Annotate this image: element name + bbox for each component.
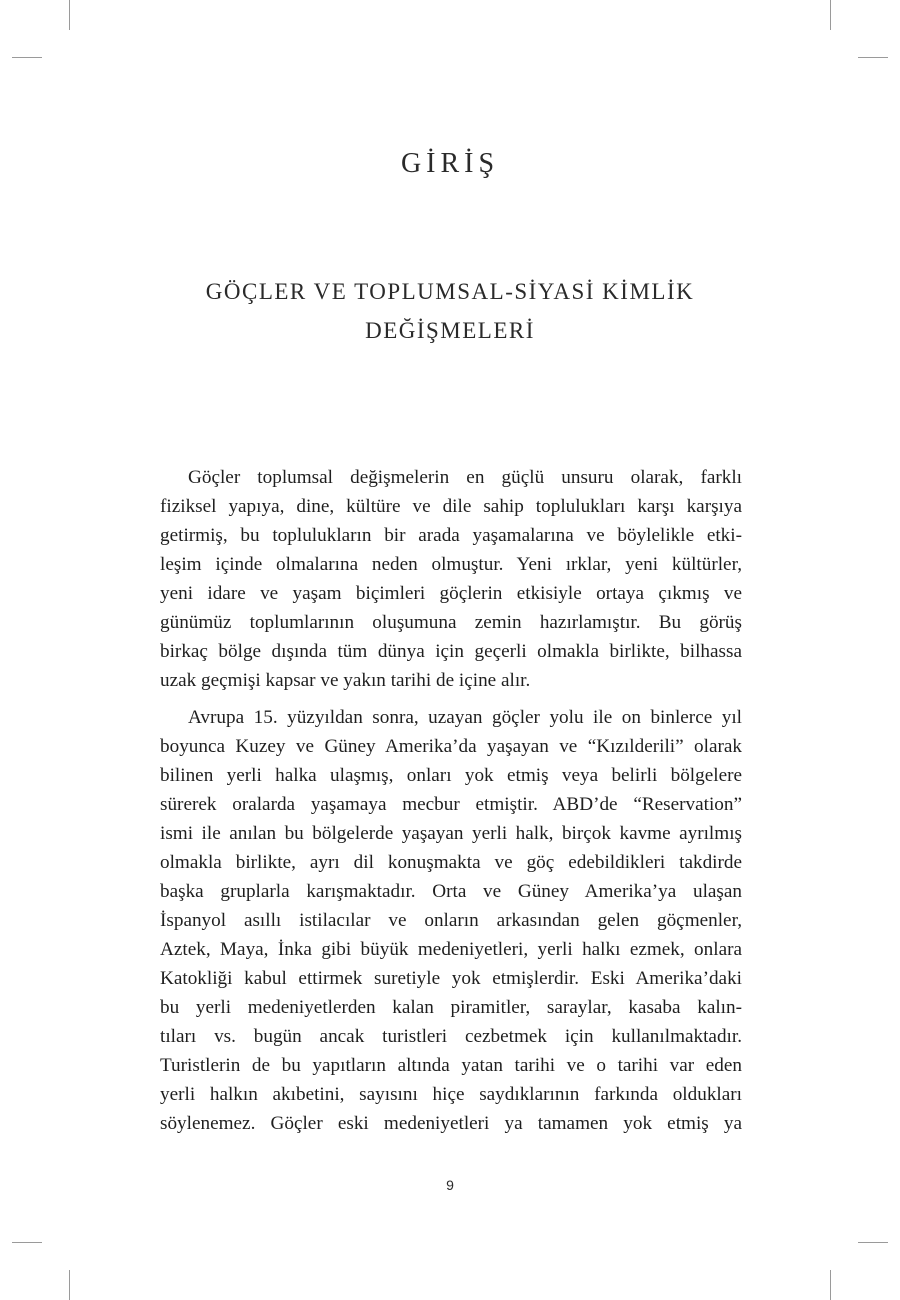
text-line: birkaç bölge dışında tüm dünya için geçerli olmakla birlikte, bilhassa [160,641,742,662]
crop-mark-top-left [69,0,70,30]
text-line: olmakla birlikte, ayrı dil konuşmakta ve göç edebildikleri takdirde [160,852,742,873]
text-line: İspanyol asıllı istilacılar ve onların arkasından gelen göçmenler, [160,910,742,931]
text-line: fiziksel yapıya, dine, kültüre ve dile sahip toplulukları karşı karşıya [160,496,742,517]
body-text [160,463,742,1138]
text-line: Avrupa 15. yüzyıldan sonra, uzayan göçler yolu ile on binlerce yıl [188,707,742,728]
crop-mark-bottom-right-side [858,1242,888,1243]
paragraph-gap [160,695,742,703]
crop-mark-top-right [830,0,831,30]
paragraph [160,703,742,1138]
chapter-title: GİRİŞ [400,148,500,179]
text-line: bilinen yerli halka ulaşmış, onları yok etmiş veya belirli bölgelere [160,765,742,786]
text-line: söylenemez. Göçler eski medeniyetleri ya tamamen yok etmiş ya [160,1113,742,1134]
crop-mark-bottom-right [830,1270,831,1300]
text-line: sürerek oralarda yaşamaya mecbur etmiştir. ABD’de “Reservation” [160,794,742,815]
crop-mark-bottom-left [69,1270,70,1300]
chapter-subtitle-line-1: GÖÇLER VE TOPLUMSAL-SİYASİ KİMLİK [205,279,695,304]
crop-mark-bottom-left-side [12,1242,42,1243]
text-line: yeni idare ve yaşam biçimleri göçlerin etkisiyle ortaya çıkmış ve [160,583,742,604]
text-line: başka gruplarla karışmaktadır. Orta ve Güney Amerika’ya ulaşan [160,881,742,902]
text-line: bu yerli medeniyetlerden kalan piramitler, saraylar, kasaba kalın- [160,997,742,1018]
crop-mark-top-right-side [858,57,888,58]
text-line: Turistlerin de bu yapıtların altında yatan tarihi ve o tarihi var eden [160,1055,742,1076]
text-line: Aztek, Maya, İnka gibi büyük medeniyetleri, yerli halkı ezmek, onlara [160,939,742,960]
text-line: leşim içinde olmalarına neden olmuştur. Yeni ırklar, yeni kültürler, [160,554,742,575]
text-line: yerli halkın akıbetini, sayısını hiçe saydıklarının farkında oldukları [160,1084,742,1105]
chapter-subtitle-line-2: DEĞİŞMELERİ [365,318,535,343]
paragraph [160,463,742,695]
text-line: boyunca Kuzey ve Güney Amerika’da yaşayan ve “Kızılderili” olarak [160,736,742,757]
text-line: Göçler toplumsal değişmelerin en güçlü unsuru olarak, farklı [188,467,742,488]
text-line: getirmiş, bu toplulukların bir arada yaşamalarına ve böylelikle etki- [160,525,742,546]
text-line: Katokliği kabul ettirmek suretiyle yok etmişlerdir. Eski Amerika’daki [160,968,742,989]
crop-mark-top-left-side [12,57,42,58]
chapter-subtitle [150,272,750,350]
text-line: uzak geçmişi kapsar ve yakın tarihi de içine alır. [160,670,531,691]
page-number: 9 [446,1177,454,1193]
text-line: tıları vs. bugün ancak turistleri cezbetmek için kullanılmaktadır. [160,1026,742,1047]
text-line: günümüz toplumlarının oluşumuna zemin hazırlamıştır. Bu görüş [160,612,742,633]
text-line: ismi ile anılan bu bölgelerde yaşayan yerli halk, birçok kavme ayrılmış [160,823,742,844]
